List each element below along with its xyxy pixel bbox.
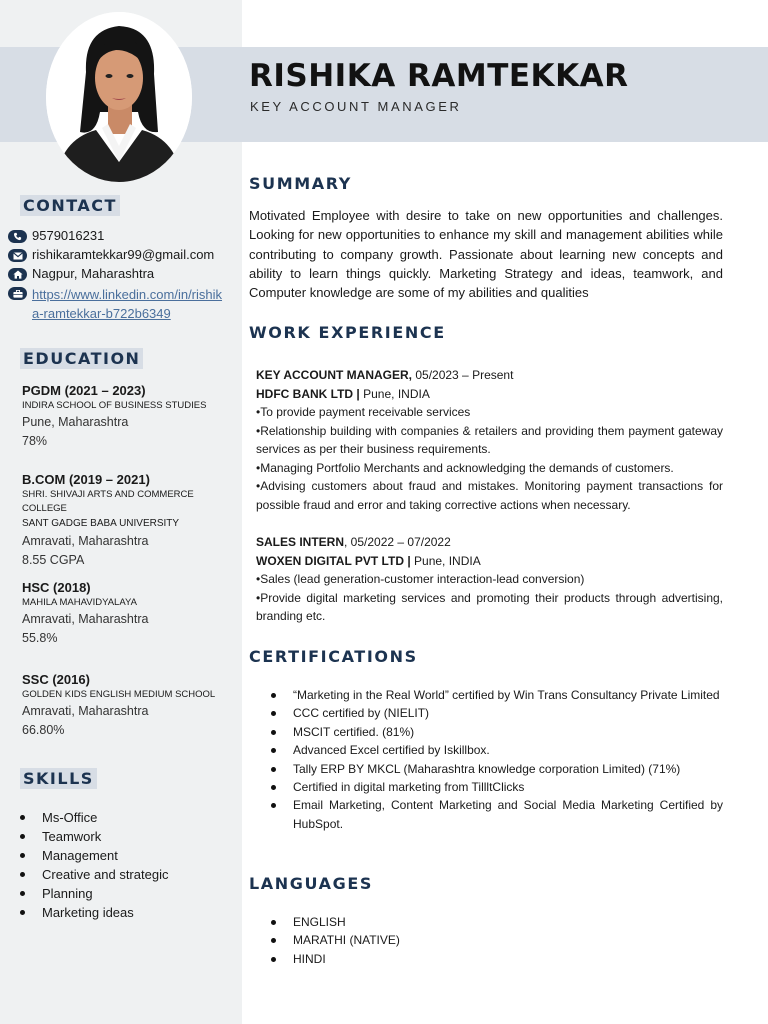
education-degree: SSC (2016) (22, 672, 90, 687)
bullet-icon (271, 693, 276, 698)
education-entry (22, 382, 237, 451)
education-degree: PGDM (2021 – 2023) (22, 383, 146, 398)
education-entry (22, 579, 237, 648)
education-school: INDIRA SCHOOL OF BUSINESS STUDIES (22, 400, 207, 411)
phone-number: 9579016231 (32, 228, 105, 243)
bullet-icon (271, 920, 276, 925)
bullet-icon (271, 785, 276, 790)
summary-text: Motivated Employee with desire to take on new opportunities and challenges. Looking for new opportunities to enhance my skill and management abilities while contributing to company growth. Passionate about learning new concepts and ability to learn things quickly. Marketing Strategy and ideas, teamwork, and Computer knowledge are some of my abilities and qualities (249, 208, 723, 301)
certification-item: Certified in digital marketing from TillltClicks (271, 778, 723, 796)
bullet-icon (20, 834, 25, 839)
bullet-icon (20, 853, 25, 858)
bullet-icon (271, 730, 276, 735)
job-dates: , 05/2022 – 07/2022 (344, 535, 451, 549)
education-university: SANT GADGE BABA UNIVERSITY (22, 518, 180, 529)
bullet-icon (271, 767, 276, 772)
language-item: MARATHI (NATIVE) (271, 931, 400, 949)
contact-phone (8, 228, 104, 243)
certification-item: MSCIT certified. (81%) (271, 723, 723, 741)
certifications-list (271, 686, 723, 833)
job-title: KEY ACCOUNT MANAGER, (256, 368, 413, 382)
skill-item: Teamwork (20, 827, 168, 846)
bullet-icon (271, 803, 276, 808)
bullet-icon (271, 938, 276, 943)
skill-item: Marketing ideas (20, 903, 168, 922)
job-location: Pune, INDIA (410, 553, 481, 568)
job-entry (256, 366, 723, 514)
job-location: Pune, INDIA (359, 386, 430, 401)
bullet-icon (271, 748, 276, 753)
education-location: Pune, Maharashtra (22, 415, 129, 429)
location-text: Nagpur, Maharashtra (32, 266, 155, 281)
education-entry (22, 471, 237, 570)
education-location: Amravati, Maharashtra (22, 534, 149, 548)
education-entry (22, 671, 237, 740)
education-school: GOLDEN KIDS ENGLISH MEDIUM SCHOOL (22, 689, 216, 700)
bullet-icon (271, 957, 276, 962)
certifications-heading: CERTIFICATIONS (249, 647, 418, 666)
job-dates: 05/2023 – Present (412, 368, 514, 382)
job-company: WOXEN DIGITAL PVT LTD | (256, 553, 411, 568)
education-school: SHRI. SHIVAJI ARTS AND COMMERCE COLLEGE (22, 489, 194, 514)
job-company-line (256, 552, 723, 571)
job-duty: •Managing Portfolio Merchants and acknowledging the demands of customers. (256, 460, 674, 475)
skill-item: Ms-Office (20, 808, 168, 827)
contact-location (8, 266, 154, 281)
job-duty: •Sales (lead generation-customer interaction-lead conversion) (256, 572, 585, 586)
job-title-line (256, 533, 723, 552)
bullet-icon (20, 910, 25, 915)
education-location: Amravati, Maharashtra (22, 704, 149, 718)
education-score: 78% (22, 434, 48, 448)
education-score: 55.8% (22, 631, 58, 645)
education-location: Amravati, Maharashtra (22, 612, 149, 626)
briefcase-icon (8, 287, 27, 300)
language-item: ENGLISH (271, 913, 400, 931)
job-duty: •To provide payment receivable services (256, 405, 471, 419)
certification-item: “Marketing in the Real World” certified by Win Trans Consultancy Private Limited (271, 686, 723, 704)
certification-item: Tally ERP BY MKCL (Maharashtra knowledge corporation Limited) (71%) (271, 760, 723, 778)
education-degree: B.COM (2019 – 2021) (22, 472, 150, 487)
certification-item: Email Marketing, Content Marketing and Social Media Marketing Certified by HubSpot. (271, 796, 723, 833)
skill-item: Creative and strategic (20, 865, 168, 884)
bullet-icon (20, 872, 25, 877)
linkedin-link[interactable]: https://www.linkedin.com/in/rishika-ramtekkar-b722b6349 (32, 287, 223, 321)
job-company: HDFC BANK LTD | (256, 386, 360, 401)
job-title: SALES INTERN (256, 535, 345, 549)
education-school: MAHILA MAHAVIDYALAYA (22, 597, 137, 608)
job-title-line (256, 366, 723, 385)
bullet-icon (20, 815, 25, 820)
experience-heading: WORK EXPERIENCE (249, 323, 446, 342)
profile-photo (46, 12, 192, 182)
languages-heading: LANGUAGES (249, 874, 373, 893)
education-score: 66.80% (22, 723, 65, 737)
skill-item: Planning (20, 884, 168, 903)
job-company-line (256, 385, 723, 404)
phone-icon (8, 230, 27, 243)
candidate-role: KEY ACCOUNT MANAGER (250, 99, 462, 114)
skills-heading: SKILLS (20, 768, 97, 789)
certification-item: CCC certified by (NIELIT) (271, 704, 723, 722)
skill-item: Management (20, 846, 168, 865)
email-address[interactable]: rishikaramtekkar99@gmail.com (32, 247, 215, 262)
candidate-name: RISHIKA RAMTEKKAR (249, 58, 629, 94)
job-duty: •Advising customers about fraud and mistakes. Monitoring payment transactions for possible fraud and error and taking corrective actions when necessary. (256, 479, 723, 512)
education-heading: EDUCATION (20, 348, 143, 369)
contact-email (8, 247, 214, 262)
education-degree: HSC (2018) (22, 580, 91, 595)
job-entry (256, 533, 723, 626)
job-duty: •Relationship building with companies & retailers and providing them payment gateway services as per their business requirements. (256, 423, 723, 456)
skills-list (20, 808, 168, 922)
bullet-icon (271, 711, 276, 716)
job-duty: •Provide digital marketing services and promoting their products through advertising, branding etc. (256, 590, 723, 623)
email-icon (8, 249, 27, 262)
home-icon (8, 268, 27, 281)
language-item: HINDI (271, 950, 400, 968)
contact-heading: CONTACT (20, 195, 120, 216)
languages-list (271, 913, 400, 968)
contact-linkedin (8, 285, 222, 323)
certification-item: Advanced Excel certified by Iskillbox. (271, 741, 723, 759)
bullet-icon (20, 891, 25, 896)
education-score: 8.55 CGPA (22, 553, 85, 567)
summary-heading: SUMMARY (249, 174, 352, 193)
